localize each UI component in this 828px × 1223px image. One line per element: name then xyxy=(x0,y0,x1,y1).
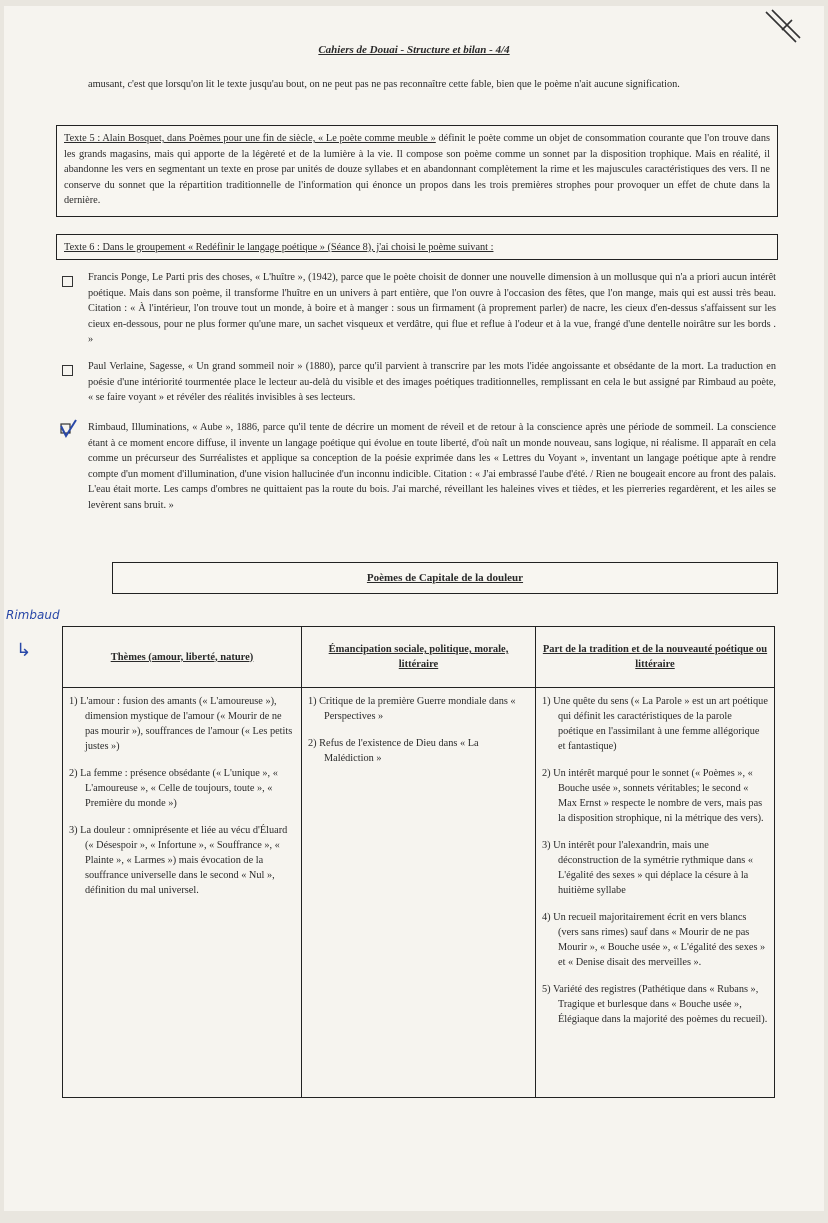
tradition-cell xyxy=(536,688,775,1098)
choice-ponge: Francis Ponge, Le Parti pris des choses, « L'huître », (1942), parce que le poète choisit de donner une nouvelle dimension à un mollusque qui n'a a priori aucun intérêt poétique. Mais dans son poème, il transforme l'huître en un univers à part entière, que l'on ouvre à l'occasion des fêtes, que l'on mange, mais qui est aussi très beau. Citation : « À l'intérieur, l'on trouve tout un monde, à boire et à manger : sous un firmament (à proprement parler) de nacre, les cieux d'en-dessus s'affaissent sur les cieux en-dessous, pour ne plus former qu'une mare, un sachet visqueux et verdâtre, qui flue et reflue à l'odeur et à la vue, frangé d'une dentelle noirâtre sur les bords . » xyxy=(88,272,776,345)
list-item: 1) Critique de la première Guerre mondiale dans « Perspectives » xyxy=(308,696,516,722)
list-item: 3) Un intérêt pour l'alexandrin, mais une déconstruction de la symétrie rythmique dans « L'égalité des sexes » qui déplace la césure à la huitième syllabe xyxy=(542,840,754,896)
poems-table xyxy=(62,626,775,1098)
list-item: 2) Refus de l'existence de Dieu dans « La Malédiction » xyxy=(308,738,479,764)
choice-verlaine: Paul Verlaine, Sagesse, « Un grand sommeil noir » (1880), parce qu'il parvient à transcrire par les mots l'idée angoissante et obsédante de la mort. La traduction en poésie d'une intériorité tourmentée place le lecteur au-delà du visible et des images poétiques traditionnelles, remplissant en cela le but assigné par Rimbaud au poète, « se faire voyant » et révéler des réalités invisibles à ses lecteurs. xyxy=(88,361,776,403)
intro-paragraph: amusant, c'est que lorsqu'on lit le texte jusqu'au bout, on ne peut pas ne pas reconnaître cette fable, bien que le poème n'ait aucune signification. xyxy=(88,79,680,90)
header-themes: Thèmes (amour, liberté, nature) xyxy=(63,627,302,688)
texte5-body: définit le poète comme un objet de consommation courante que l'on trouve dans les grands magasins, mais qui apporte de la légèreté et de la lumière à la vie. Il compose son poème comme un sonnet par la disposition trophique. Mais en réalité, il abandonne les vers en segmentant un texte en prose par unités de douze syllabes et en abandonnant complètement la rime et les majuscules caractéristiques des vers. Il ne conserve du sonnet que la répartition traditionnelle de l'information qui énonce un propos dans les trois premières strophes pour provoquer un effet de chute dans la dernière. xyxy=(64,133,771,206)
header-emancipation: Émancipation sociale, politique, morale, littéraire xyxy=(302,627,536,688)
emancipation-cell xyxy=(302,688,536,1098)
choice-rimbaud: Rimbaud, Illuminations, « Aube », 1886, parce qu'il tente de décrire un moment de réveil et de retour à la conscience après une période de sommeil. La conscience étant à ce moment encore diffuse, il invente un langage poétique qui évolue en toute liberté, d'où naît un monde nouveau, sans logique, ni réalisme. Il apparaît en cela comme un précurseur des Surréalistes et applique sa conception de la poésie exprimée dans les « Lettres du Voyant », inventant un langage poétique apte à rendre compte d'un moment d'illumination, d'une vision hallucinée d'un inconnu indicible. Citation : « J'ai embrassé l'aube d'été. / Rien ne bougeait encore au front des palais. L'eau était morte. Les camps d'ombres ne quittaient pas la route du bois. J'ai marché, réveillant les haleines vives et tièdes, et les pierreries regardèrent, et les ailes se levèrent sans bruit. » xyxy=(88,422,776,511)
handwritten-arrow-icon: ↳ xyxy=(16,640,32,661)
table-row xyxy=(63,688,775,1098)
list-item: 1) Une quête du sens (« La Parole » est un art poétique qui définit les caractéristiques de la parole poétique en l'assimilant à une femme allégorique et fantastique) xyxy=(542,696,768,752)
pen-stroke-mark xyxy=(762,8,802,48)
themes-cell xyxy=(63,688,302,1098)
page-header: Cahiers de Douai - Structure et bilan - 4/4 xyxy=(318,44,510,56)
list-item: 2) Un intérêt marqué pour le sonnet (« Poèmes », « Bouche usée », sonnets véritables; le second « Max Ernst » respecte le nombre de vers, mais pas la disposition strophique, ni la métrique des vers). xyxy=(542,768,764,824)
handwritten-note: Rimbaud xyxy=(6,608,60,622)
list-item: 4) Un recueil majoritairement écrit en vers blancs (vers sans rimes) sauf dans « Mourir de ne pas Mourir », « Bouche usée », « L'égalité des sexes » et « Denise disait des merveilles ». xyxy=(542,912,766,968)
choice-checkbox-verlaine[interactable] xyxy=(62,365,73,376)
texte6-box xyxy=(56,234,778,260)
table-header-row xyxy=(63,627,775,688)
texte5-label: Texte 5 : Alain Bosquet, dans Poèmes pour une fin de siècle, « Le poète comme meuble » xyxy=(64,133,436,144)
list-item: 1) L'amour : fusion des amants (« L'amoureuse »), dimension mystique de l'amour (« Mourir de ne pas mourir »), souffrances de l'amour (« Les petits justes ») xyxy=(69,696,293,752)
list-item: 3) La douleur : omniprésente et liée au vécu d'Éluard (« Désespoir », « Infortune », « Souffrance », « Plainte », « Larmes ») mais évocation de la souffrance universelle dans le second « Nul », définition du mal universel. xyxy=(69,825,288,896)
checked-checkbox-icon[interactable] xyxy=(58,418,80,440)
list-item: 5) Variété des registres (Pathétique dans « Rubans », Tragique et burlesque dans « Bouche usée », Élégiaque dans la majorité des poèmes du recueil). xyxy=(542,984,768,1025)
list-item: 2) La femme : présence obsédante (« L'unique », « L'amoureuse », « Celle de toujours, toute », « Première du monde ») xyxy=(69,768,278,809)
header-tradition: Part de la tradition et de la nouveauté poétique ou littéraire xyxy=(536,627,775,688)
section-title: Poèmes de Capitale de la douleur xyxy=(366,572,524,584)
texte5-box xyxy=(56,125,778,217)
texte6-label: Texte 6 : Dans le groupement « Redéfinir le langage poétique » (Séance 8), j'ai choisi le poème suivant : xyxy=(64,242,494,253)
choice-checkbox-ponge[interactable] xyxy=(62,276,73,287)
section-title-box xyxy=(112,562,778,594)
